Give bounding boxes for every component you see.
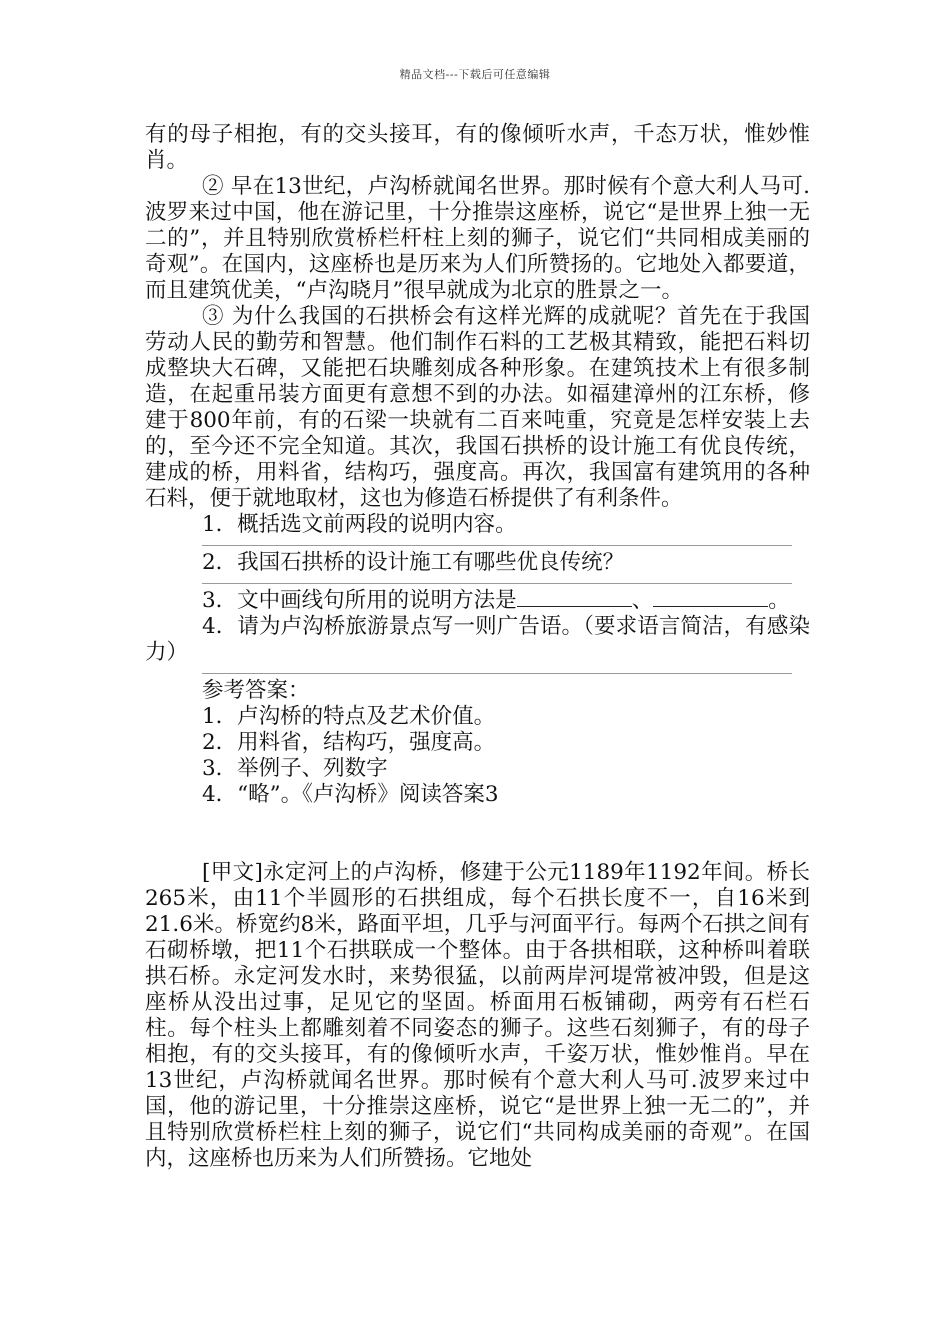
question-3-separator: 、 — [631, 588, 654, 613]
answer-line-2[interactable] — [202, 583, 792, 584]
page-header: 精品文档---下载后可任意编辑 — [399, 68, 551, 81]
question-3-end: 。 — [768, 588, 790, 613]
answer-blank-3b[interactable] — [653, 588, 768, 607]
question-1: 1．概括选文前两段的说明内容。 — [202, 512, 517, 537]
question-3 — [145, 588, 810, 614]
answer-line-4[interactable] — [202, 673, 792, 674]
question-2: 2．我国石拱桥的设计施工有哪些优良传统？ — [202, 550, 625, 575]
answer-2: 2．用料省，结构巧，强度高。 — [202, 730, 496, 755]
answer-1: 1．卢沟桥的特点及艺术价值。 — [202, 704, 496, 729]
answers-heading: 参考答案： — [202, 678, 310, 703]
passage-paragraph-1-end: 有的母子相抱，有的交头接耳，有的像倾听水声，千态万状，惟妙惟肖。 — [145, 122, 810, 173]
question-3-text: 3．文中画线句所用的说明方法是 — [202, 588, 517, 613]
passage-paragraph-2: ② 早在13世纪，卢沟桥就闻名世界。那时候有个意大利人马可.波罗来过中国，他在游记里，十分推崇这座桥，说它“是世界上独一无二的”，并且特别欣赏桥栏杆柱上刻的狮子，说它们“共同相成美丽的奇观”。在国内，这座桥也是历来为人们所赞扬的。它地处入都要道，而且建筑优美，“卢沟晓月”很早就成为北京的胜景之一。 — [145, 174, 810, 303]
section-gap — [145, 808, 810, 860]
answer-3: 3．举例子、列数字 — [202, 756, 388, 781]
document-body — [145, 122, 810, 1172]
answer-line-1[interactable] — [202, 545, 792, 546]
answer-4: 4．“略”。《卢沟桥》阅读答案3 — [202, 782, 499, 807]
passage-paragraph-3: ③ 为什么我国的石拱桥会有这样光辉的成就呢？首先在于我国劳动人民的勤劳和智慧。他们制作石料的工艺极其精致，能把石料切成整块大石碑，又能把石块雕刻成各种形象。在建筑技术上有很多制造，在起重吊装方面更有意想不到的办法。如福建漳州的江东桥，修建于800年前，有的石梁一块就有二百来吨重，究竟是怎样安装上去的，至今还不完全知道。其次，我国石拱桥的设计施工有优良传统，建成的桥，用料省，结构巧，强度高。再次，我国富有建筑用的各种石料，便于就地取材，这也为修造石桥提供了有利条件。 — [145, 304, 810, 511]
answer-blank-3a[interactable] — [517, 588, 632, 607]
jiawen-paragraph: [甲文]永定河上的卢沟桥，修建于公元1189年1192年间。桥长265米，由11个半圆形的石拱组成，每个石拱长度不一，自16米到21.6米。桥宽约8米，路面平坦，几乎与河面平行。每两个石拱之间有石砌桥墩，把11个石拱联成一个整体。由于各拱相联，这种桥叫着联拱石桥。永定河发水时，来势很猛，以前两岸河堤常被冲毁，但是这座桥从没出过事，足见它的坚固。桥面用石板铺砌，两旁有石栏石柱。每个柱头上都雕刻着不同姿态的狮子。这些石刻狮子，有的母子相抱，有的交头接耳，有的像倾听水声，千姿万状，惟妙惟肖。早在13世纪，卢沟桥就闻名世界。那时候有个意大利人马可.波罗来过中国，他的游记里，十分推崇这座桥，说它“是世界上独一无二的”，并且特别欣赏桥栏柱上刻的狮子，说它们“共同构成美丽的奇观”。在国内，这座桥也历来为人们所赞扬。它地处 — [145, 860, 810, 1171]
question-4: 4．请为卢沟桥旅游景点写一则广告语。（要求语言简洁，有感染力） — [145, 614, 810, 665]
